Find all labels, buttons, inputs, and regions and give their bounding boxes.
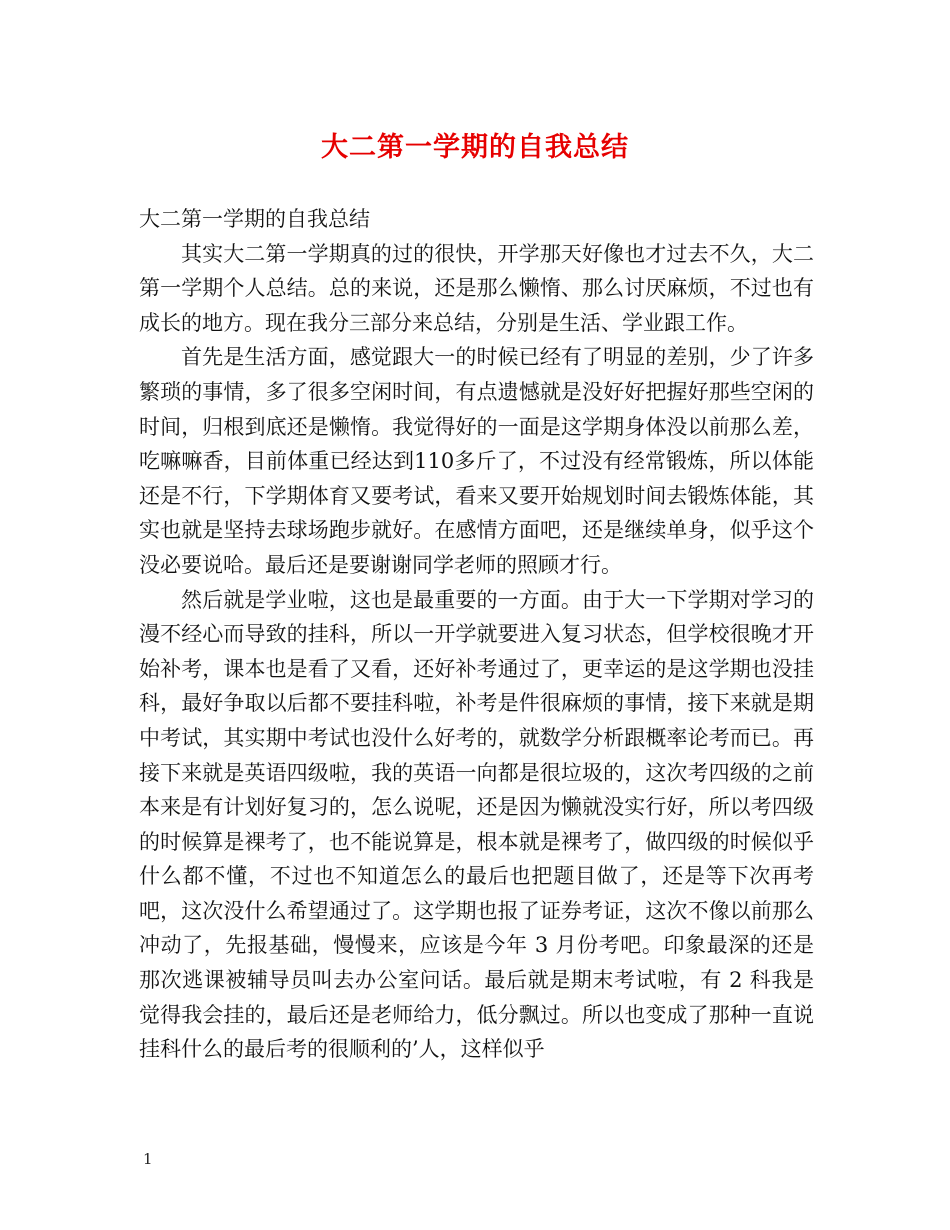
document-title: 大二第一学期的自我总结 bbox=[321, 132, 629, 163]
document-subtitle: 大二第一学期的自我总结 bbox=[139, 207, 370, 231]
page-number: 1 bbox=[143, 1150, 153, 1168]
document-body bbox=[139, 202, 814, 1067]
paragraph-study: 然后就是学业啦，这也是最重要的一方面。由于大一下学期对学习的漫不经心而导致的挂科，所以一开学就要进入复习状态，但学校很晚才开始补考，课本也是看了又看，还好补考通过了，更幸运的是这学期也没挂科，最好争取以后都不要挂科啦，补考是件很麻烦的事情，接下来就是期中考试，其实期中考试也没什么好考的，就数学分析跟概率论考而已。再接下来就是英语四级啦，我的英语一向都是很垃圾的，这次考四级的之前本来是有计划好复习的，怎么说呢，还是因为懒就没实行好，所以考四级的时候算是裸考了，也不能说算是，根本就是裸考了，做四级的时候似乎什么都不懂，不过也不知道怎么的最后也把题目做了，还是等下次再考吧，这次没什么希望通过了。这学期也报了证券考证，这次不像以前那么冲动了，先报基础，慢慢来，应该是今年 3 月份考吧。印象最深的还是那次逃课被辅导员叫去办公室问话。最后就是期末考试啦，有 2 科我是觉得我会挂的，最后还是老师给力，低分飘过。所以也变成了那种一直说挂科什么的最后考的很顺利的’人，这样似乎 bbox=[139, 587, 814, 1062]
paragraph-intro: 其实大二第一学期真的过的很快，开学那天好像也才过去不久，大二第一学期个人总结。总的来说，还是那么懒惰、那么讨厌麻烦，不过也有成长的地方。现在我分三部分来总结，分别是生活、学业跟工作。 bbox=[139, 241, 814, 335]
paragraph-life: 首先是生活方面，感觉跟大一的时候已经有了明显的差别，少了许多繁琐的事情，多了很多空闲时间，有点遗憾就是没好好把握好那些空闲的时间，归根到底还是懒惰。我觉得好的一面是这学期身体没以前那么差，吃嘛嘛香，目前体重已经达到110多斤了，不过没有经常锻炼，所以体能还是不行，下学期体育又要考试，看来又要开始规划时间去锻炼体能，其实也就是坚持去球场跑步就好。在感情方面吧，还是继续单身，似乎这个没必要说哈。最后还是要谢谢同学老师的照顾才行。 bbox=[139, 345, 814, 577]
